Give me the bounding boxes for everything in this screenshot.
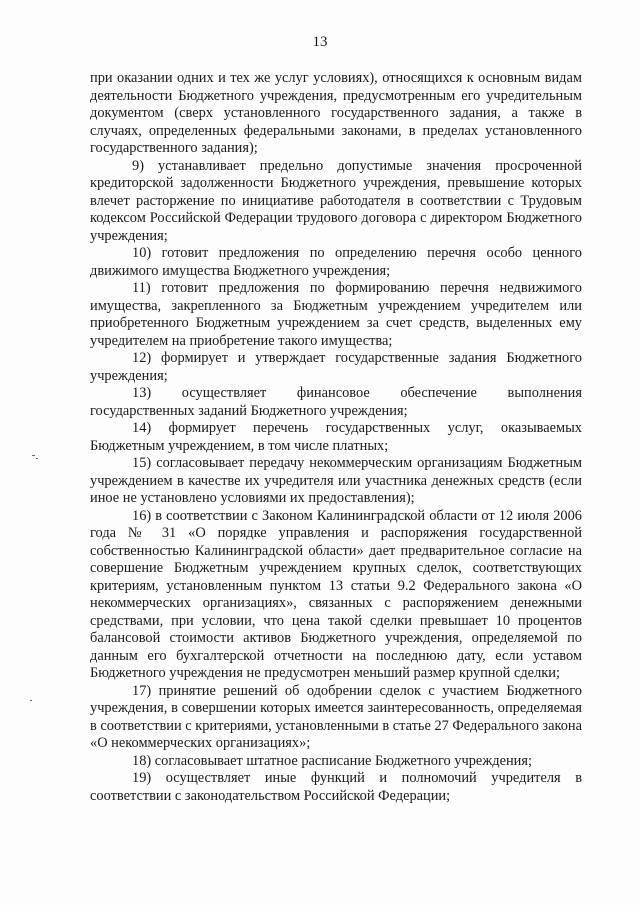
paragraph: 16) в соответствии с Законом Калининградской области от 12 июля 2006 года № 31 «О порядке управления и распоряжения государственной собственностью Калининградской области» дает предварительное согласие на совершение Бюджетным учреждением крупных сделок, соответствующих критериям, установленным пунктом 13 статьи 9.2 Федерального закона «О некоммерческих организациях», связанных с распоряжением денежными средствами, при условии, что цена такой сделки превышает 10 процентов балансовой стоимости активов Бюджетного учреждения, определяемой по данным его бухгалтерской отчетности на последнюю дату, если уставом Бюджетного учреждения не предусмотрен меньший размер крупной сделки;	[90, 507, 582, 681]
page-number: 13	[312, 34, 328, 50]
scan-speck	[30, 700, 32, 701]
scan-speck	[32, 455, 35, 456]
paragraph: 19) осуществляет иные функций и полномочий учредителя в соответствии с законодательством Российской Федерации;	[90, 770, 582, 804]
document-body	[90, 70, 582, 805]
paragraph: 14) формирует перечень государственных услуг, оказываемых Бюджетным учреждением, в том числе платных;	[90, 420, 582, 454]
paragraph: 13) осуществляет финансовое обеспечение выполнения государственных заданий Бюджетного учреждения;	[90, 385, 582, 419]
paragraph: 11) готовит предложения по формированию перечня недвижимого имущества, закрепленного за Бюджетным учреждением учредителем или приобретенного Бюджетным учреждением за счет средств, выделенных ему учредителем на приобретение такого имущества;	[90, 280, 582, 349]
paragraph: 10) готовит предложения по определению перечня особо ценного движимого имущества Бюджетного учреждения;	[90, 245, 582, 279]
paragraph: 17) принятие решений об одобрении сделок с участием Бюджетного учреждения, в совершении которых имеется заинтересованность, определяемая в соответствии с критериями, установленными в статье 27 Федерального закона «О некоммерческих организациях»;	[90, 682, 583, 751]
scan-speck	[36, 458, 38, 459]
paragraph: 9) устанавливает предельно допустимые значения просроченной кредиторской задолженности Бюджетного учреждения, превышение которых влечет расторжение по инициативе работодателя в соответствии с Трудовым кодексом Российской Федерации трудового договора с директором Бюджетного учреждения;	[90, 157, 582, 244]
paragraph: при оказании одних и тех же услуг условиях), относящихся к основным видам деятельности Бюджетного учреждения, предусмотренным его учредительным документом (сверх установленного государственного задания, а также в случаях, определенных федеральными законами, в пределах установленного государственного задания);	[90, 70, 582, 156]
paragraph: 15) согласовывает передачу некоммерческим организациям Бюджетным учреждением в качестве их учредителя или участника денежных средств (если иное не установлено условиями их предоставления);	[90, 455, 582, 506]
paragraph: 18) согласовывает штатное расписание Бюджетного учреждения;	[132, 752, 532, 769]
paragraph: 12) формирует и утверждает государственные задания Бюджетного учреждения;	[90, 350, 582, 384]
